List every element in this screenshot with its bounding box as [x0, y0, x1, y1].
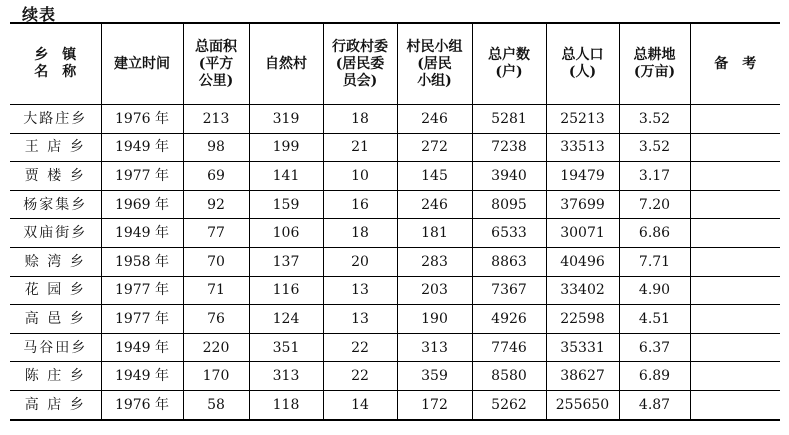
cell-admin-villages: 10	[323, 162, 397, 191]
header-groups: 村民小组 (居民 小组)	[397, 23, 472, 105]
cell-population: 19479	[546, 162, 619, 191]
cell-villages: 351	[249, 333, 323, 362]
cell-admin-villages: 13	[323, 305, 397, 334]
cell-area: 213	[183, 105, 249, 134]
cell-admin-villages: 13	[323, 276, 397, 305]
cell-founded: 1976 年	[101, 105, 183, 134]
cell-remarks	[690, 105, 780, 134]
cell-admin-villages: 14	[323, 390, 397, 419]
cell-population: 40496	[546, 247, 619, 276]
cell-admin-villages: 18	[323, 105, 397, 134]
cell-area: 77	[183, 219, 249, 248]
cell-population: 255650	[546, 390, 619, 419]
cell-founded: 1949 年	[101, 219, 183, 248]
header-farmland: 总耕地 (万亩)	[619, 23, 690, 105]
header-area: 总面积 (平方 公里)	[183, 23, 249, 105]
cell-remarks	[690, 133, 780, 162]
table-row	[10, 333, 780, 362]
page-title: 续表	[22, 5, 57, 24]
cell-admin-villages: 22	[323, 362, 397, 391]
cell-population: 33513	[546, 133, 619, 162]
cell-population: 25213	[546, 105, 619, 134]
cell-villages: 159	[249, 190, 323, 219]
cell-groups: 246	[397, 105, 472, 134]
cell-households: 7367	[472, 276, 546, 305]
cell-population: 22598	[546, 305, 619, 334]
header-admin-villages: 行政村委 (居民委 员会)	[323, 23, 397, 105]
cell-groups: 172	[397, 390, 472, 419]
cell-founded: 1969 年	[101, 190, 183, 219]
cell-households: 8863	[472, 247, 546, 276]
cell-groups: 181	[397, 219, 472, 248]
cell-remarks	[690, 390, 780, 419]
cell-founded: 1949 年	[101, 333, 183, 362]
cell-households: 7238	[472, 133, 546, 162]
cell-farmland: 3.52	[619, 133, 690, 162]
cell-farmland: 6.89	[619, 362, 690, 391]
cell-admin-villages: 20	[323, 247, 397, 276]
cell-farmland: 3.17	[619, 162, 690, 191]
cell-admin-villages: 21	[323, 133, 397, 162]
cell-villages: 141	[249, 162, 323, 191]
table-row	[10, 105, 780, 134]
cell-households: 3940	[472, 162, 546, 191]
cell-name: 双庙街乡	[10, 219, 101, 248]
cell-admin-villages: 16	[323, 190, 397, 219]
cell-area: 92	[183, 190, 249, 219]
cell-groups: 190	[397, 305, 472, 334]
cell-admin-villages: 22	[323, 333, 397, 362]
cell-area: 170	[183, 362, 249, 391]
cell-name: 陈 庄 乡	[10, 362, 101, 391]
cell-remarks	[690, 362, 780, 391]
cell-farmland: 4.87	[619, 390, 690, 419]
cell-population: 30071	[546, 219, 619, 248]
cell-farmland: 3.52	[619, 105, 690, 134]
cell-remarks	[690, 190, 780, 219]
cell-area: 220	[183, 333, 249, 362]
cell-farmland: 4.51	[619, 305, 690, 334]
cell-farmland: 7.71	[619, 247, 690, 276]
cell-remarks	[690, 219, 780, 248]
cell-name: 马谷田乡	[10, 333, 101, 362]
table-row	[10, 162, 780, 191]
cell-households: 7746	[472, 333, 546, 362]
cell-villages: 124	[249, 305, 323, 334]
cell-population: 33402	[546, 276, 619, 305]
cell-founded: 1977 年	[101, 305, 183, 334]
cell-founded: 1976 年	[101, 390, 183, 419]
header-population: 总人口 (人)	[546, 23, 619, 105]
cell-founded: 1949 年	[101, 362, 183, 391]
cell-founded: 1977 年	[101, 276, 183, 305]
table-row	[10, 219, 780, 248]
cell-households: 4926	[472, 305, 546, 334]
cell-remarks	[690, 247, 780, 276]
header-name: 乡 镇 名 称	[10, 23, 101, 105]
cell-farmland: 6.86	[619, 219, 690, 248]
cell-groups: 272	[397, 133, 472, 162]
cell-area: 58	[183, 390, 249, 419]
cell-farmland: 7.20	[619, 190, 690, 219]
cell-name: 贾 楼 乡	[10, 162, 101, 191]
cell-villages: 106	[249, 219, 323, 248]
cell-farmland: 6.37	[619, 333, 690, 362]
cell-farmland: 4.90	[619, 276, 690, 305]
cell-households: 5262	[472, 390, 546, 419]
cell-villages: 137	[249, 247, 323, 276]
header-founded: 建立时间	[101, 23, 183, 105]
cell-founded: 1977 年	[101, 162, 183, 191]
cell-groups: 283	[397, 247, 472, 276]
table-row	[10, 276, 780, 305]
cell-groups: 145	[397, 162, 472, 191]
cell-remarks	[690, 305, 780, 334]
cell-remarks	[690, 333, 780, 362]
cell-groups: 313	[397, 333, 472, 362]
cell-name: 花 园 乡	[10, 276, 101, 305]
cell-founded: 1958 年	[101, 247, 183, 276]
cell-name: 高 邑 乡	[10, 305, 101, 334]
cell-name: 高 店 乡	[10, 390, 101, 419]
cell-villages: 116	[249, 276, 323, 305]
cell-villages: 118	[249, 390, 323, 419]
table-row	[10, 362, 780, 391]
cell-name: 王 店 乡	[10, 133, 101, 162]
header-households: 总户数 (户)	[472, 23, 546, 105]
cell-villages: 319	[249, 105, 323, 134]
cell-population: 37699	[546, 190, 619, 219]
cell-groups: 246	[397, 190, 472, 219]
header-remarks: 备 考	[690, 23, 780, 105]
table-row	[10, 305, 780, 334]
table-row	[10, 390, 780, 419]
cell-villages: 313	[249, 362, 323, 391]
cell-admin-villages: 18	[323, 219, 397, 248]
cell-groups: 359	[397, 362, 472, 391]
cell-name: 大路庄乡	[10, 105, 101, 134]
table-body	[10, 105, 780, 420]
table-row	[10, 190, 780, 219]
cell-name: 杨家集乡	[10, 190, 101, 219]
cell-area: 76	[183, 305, 249, 334]
cell-area: 71	[183, 276, 249, 305]
table-row	[10, 247, 780, 276]
cell-population: 38627	[546, 362, 619, 391]
cell-founded: 1949 年	[101, 133, 183, 162]
cell-area: 70	[183, 247, 249, 276]
cell-name: 赊 湾 乡	[10, 247, 101, 276]
cell-households: 6533	[472, 219, 546, 248]
table-row	[10, 133, 780, 162]
header-row	[10, 23, 780, 105]
cell-groups: 203	[397, 276, 472, 305]
cell-villages: 199	[249, 133, 323, 162]
cell-population: 35331	[546, 333, 619, 362]
cell-households: 8095	[472, 190, 546, 219]
cell-households: 5281	[472, 105, 546, 134]
township-table	[10, 22, 780, 421]
cell-area: 98	[183, 133, 249, 162]
cell-remarks	[690, 276, 780, 305]
cell-households: 8580	[472, 362, 546, 391]
cell-remarks	[690, 162, 780, 191]
header-villages: 自然村	[249, 23, 323, 105]
cell-area: 69	[183, 162, 249, 191]
